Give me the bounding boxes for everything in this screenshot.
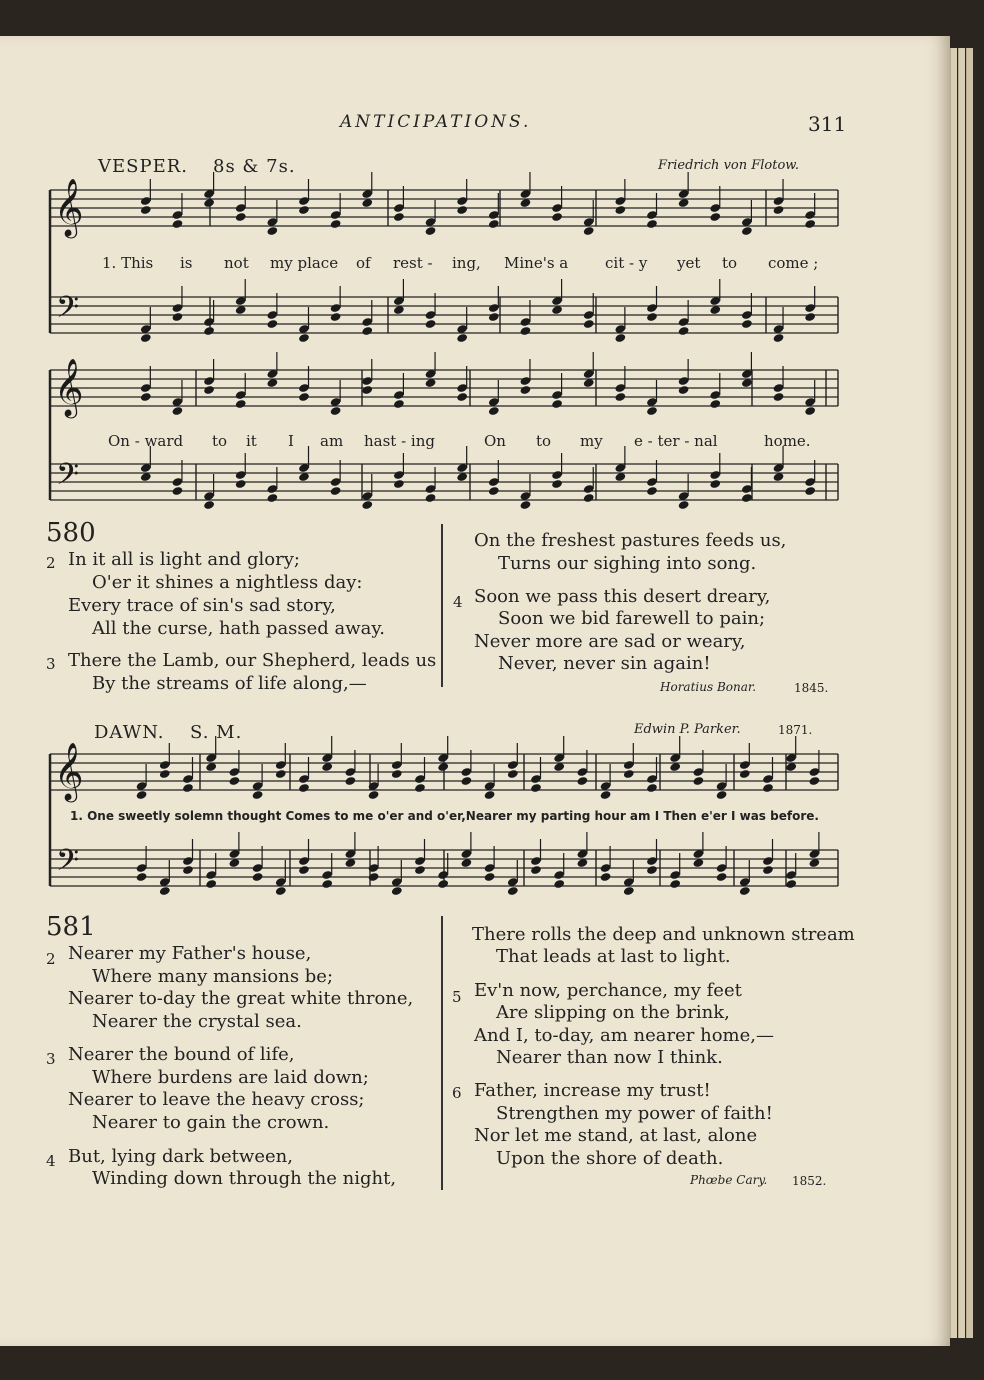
bass-clef: 𝄢 [56,291,80,332]
lyric-syllable: it [246,432,257,450]
stanza-line: By the streams of life along,— [92,673,367,694]
stanza-line: Turns our sighing into song. [498,553,757,574]
note-head [330,406,342,416]
lyric-syllable: e - ter - nal [634,432,718,450]
stanza-line: Strengthen my power of faith! [496,1103,773,1124]
stanza-line: On the freshest pastures feeds us, [474,530,787,551]
note-head [361,326,373,336]
stanza-line: Where burdens are laid down; [92,1067,369,1088]
note-head [507,886,519,896]
tune-meter: 8s & 7s. [213,156,296,177]
note-head [368,790,380,800]
page-number: 311 [808,112,847,136]
lyric-syllable: hast - ing [364,432,435,450]
lyric-syllable: to [536,432,552,450]
note-head [773,205,785,215]
stanza-line: Every trace of sin's sad story, [68,595,336,616]
note-head [425,493,437,503]
tune-meter: S. M. [190,722,243,743]
note-head [484,790,496,800]
lyric-syllable: home. [764,432,811,450]
note-head [361,500,373,510]
note-head [646,486,658,496]
hymn-number: 581 [46,912,96,942]
note-head [330,486,342,496]
note-head [182,783,194,793]
note-head [741,319,753,329]
note-head [298,865,310,875]
note-head [773,333,785,343]
stanza-number: 4 [46,1152,56,1170]
note-head [709,479,721,489]
tune-composer: Edwin P. Parker. [634,722,741,737]
note-head [456,205,468,215]
note-head [484,872,496,882]
note-head [488,219,500,229]
note-head [553,879,565,889]
stanza-line: But, lying dark between, [68,1146,293,1167]
note-head [136,872,148,882]
note-head [456,392,468,402]
stanza-line: Soon we pass this desert dreary, [474,586,771,607]
stanza-line: Nearer my Father's house, [68,943,312,964]
note-head [623,769,635,779]
stanza-line: In it all is light and glory; [68,549,300,570]
note-head [576,776,588,786]
note-head [614,333,626,343]
tune-lyrics: 1. One sweetly solemn thought Comes to me o'er and o'er,Nearer my parting hour am I Then e'er I was before. [70,809,819,823]
stanza-number: 5 [452,988,462,1006]
stanza-line: Ev'n now, perchance, my feet [474,980,742,1001]
stanza-line: Nor let me stand, at last, alone [474,1125,758,1146]
note-head [762,865,774,875]
note-head [762,783,774,793]
note-head [266,319,278,329]
note-head [182,865,194,875]
note-head [551,399,563,409]
stanza-line: That leads at last to light. [496,946,731,967]
note-head [551,212,563,222]
note-head [488,312,500,322]
hymn-author: Horatius Bonar. [660,680,757,694]
running-title: ANTICIPATIONS. [340,112,532,132]
note-head [205,879,217,889]
note-head [623,886,635,896]
lyric-syllable: come ; [768,254,819,272]
note-head [136,790,148,800]
hymn-year: 1852. [792,1174,827,1188]
note-head [678,326,690,336]
stanza-line: Nearer to leave the heavy cross; [68,1089,365,1110]
stanza-number: 2 [46,554,56,572]
note-head [298,392,310,402]
tune-year: 1871. [778,723,813,737]
stanza-line: Nearer the crystal sea. [92,1011,302,1032]
note-head [739,886,751,896]
note-head [172,486,184,496]
note-head [172,406,184,416]
column-divider [441,916,443,1190]
stanza-line: Never more are sad or weary, [474,631,746,652]
note-head [344,776,356,786]
note-head [520,385,532,395]
note-head [583,319,595,329]
tune-name: DAWN. [94,722,165,743]
treble-clef: 𝄞 [54,742,84,800]
note-head [739,769,751,779]
note-head [203,326,215,336]
note-head [203,500,215,510]
note-head [266,226,278,236]
lyric-syllable: not [224,254,249,272]
stanza-line: Where many mansions be; [92,966,334,987]
note-head [614,392,626,402]
stanza-number: 6 [452,1084,462,1102]
tune-name: VESPER. [98,156,188,177]
treble-clef: 𝄞 [54,178,84,236]
bass-clef: 𝄢 [56,458,80,499]
note-head [414,865,426,875]
note-head [393,399,405,409]
note-head [235,399,247,409]
note-head [140,205,152,215]
stanza-line: Nearer to gain the crown. [92,1112,330,1133]
note-head [678,500,690,510]
note-head [456,333,468,343]
note-head [140,392,152,402]
stanza-line: There the Lamb, our Shepherd, leads us [68,650,437,671]
note-head [330,219,342,229]
note-head [669,879,681,889]
column-divider [441,524,443,687]
note-head [159,886,171,896]
note-head [646,865,658,875]
lyric-syllable: is [180,254,193,272]
hymn-year: 1845. [794,681,829,695]
note-head [252,872,264,882]
note-head [321,879,333,889]
note-head [460,776,472,786]
lyric-syllable: to [722,254,738,272]
note-head [391,769,403,779]
hymn-author: Phœbe Cary. [690,1173,768,1187]
treble-clef: 𝄞 [54,358,84,416]
stanza-line: Never, never sin again! [498,653,711,674]
note-head [530,865,542,875]
note-head [741,493,753,503]
note-head [393,479,405,489]
lyric-syllable: yet [677,254,701,272]
stanza-line: Nearer to-day the great white throne, [68,988,414,1009]
stanza-number: 4 [453,593,463,611]
lyric-syllable: ing, [452,254,481,272]
note-head [646,406,658,416]
note-head [298,783,310,793]
note-head [425,319,437,329]
note-head [692,776,704,786]
note-head [235,479,247,489]
note-head [741,226,753,236]
note-head [583,226,595,236]
note-head [530,783,542,793]
note-head [172,219,184,229]
lyric-syllable: am [320,432,344,450]
note-head [228,776,240,786]
note-head [203,385,215,395]
note-head [488,486,500,496]
note-head [425,226,437,236]
lyric-syllable: On [484,432,506,450]
note-head [614,205,626,215]
stanza-line: Father, increase my trust! [474,1080,711,1101]
bass-clef: 𝄢 [56,844,80,885]
note-head [646,783,658,793]
note-head [159,769,171,779]
note-head [808,776,820,786]
stanza-line: There rolls the deep and unknown stream [472,924,855,945]
note-head [140,333,152,343]
note-head [298,333,310,343]
note-head [709,399,721,409]
lyric-syllable: cit - y [605,254,648,272]
lyric-syllable: rest - [393,254,433,272]
note-head [646,219,658,229]
note-head [804,312,816,322]
lyric-syllable: Mine's a [504,254,569,272]
note-head [172,312,184,322]
note-head [414,783,426,793]
note-head [600,790,612,800]
note-head [646,312,658,322]
note-head [678,385,690,395]
note-head [804,486,816,496]
note-head [252,790,264,800]
stanza-line: Nearer than now I think. [496,1047,723,1068]
stanza-line: Nearer the bound of life, [68,1044,295,1065]
note-head [266,493,278,503]
note-head [785,879,797,889]
stanza-line: Winding down through the night, [92,1168,397,1189]
stanza-number: 2 [46,950,56,968]
stanza-line: Upon the shore of death. [496,1148,724,1169]
note-head [804,406,816,416]
lyric-syllable: I [288,432,294,450]
note-head [361,385,373,395]
note-head [709,212,721,222]
note-head [716,790,728,800]
note-head [600,872,612,882]
note-head [393,212,405,222]
note-head [330,312,342,322]
tune-composer: Friedrich von Flotow. [658,158,800,173]
note-head [520,326,532,336]
stanza-line: O'er it shines a nightless day: [92,572,363,593]
stanza-line: Soon we bid farewell to pain; [498,608,766,629]
stanza-number: 3 [46,1050,56,1068]
lyric-syllable: of [356,254,371,272]
note-head [437,879,449,889]
lyric-syllable: On - ward [108,432,184,450]
note-head [716,872,728,882]
lyric-syllable: my [580,432,603,450]
lyric-syllable: to [212,432,228,450]
note-head [298,205,310,215]
note-head [583,493,595,503]
hymn-number: 580 [46,518,96,548]
note-head [520,500,532,510]
note-head [507,769,519,779]
stanza-line: And I, to-day, am nearer home,— [474,1025,774,1046]
note-head [804,219,816,229]
note-head [235,212,247,222]
stanza-line: Are slipping on the brink, [496,1002,730,1023]
note-head [488,406,500,416]
lyric-syllable: my place [270,254,339,272]
note-head [275,886,287,896]
note-head [773,392,785,402]
lyric-syllable: 1. This [102,254,154,272]
stanza-line: All the curse, hath passed away. [92,618,385,639]
note-head [551,479,563,489]
note-head [391,886,403,896]
stanza-number: 3 [46,655,56,673]
note-head [275,769,287,779]
